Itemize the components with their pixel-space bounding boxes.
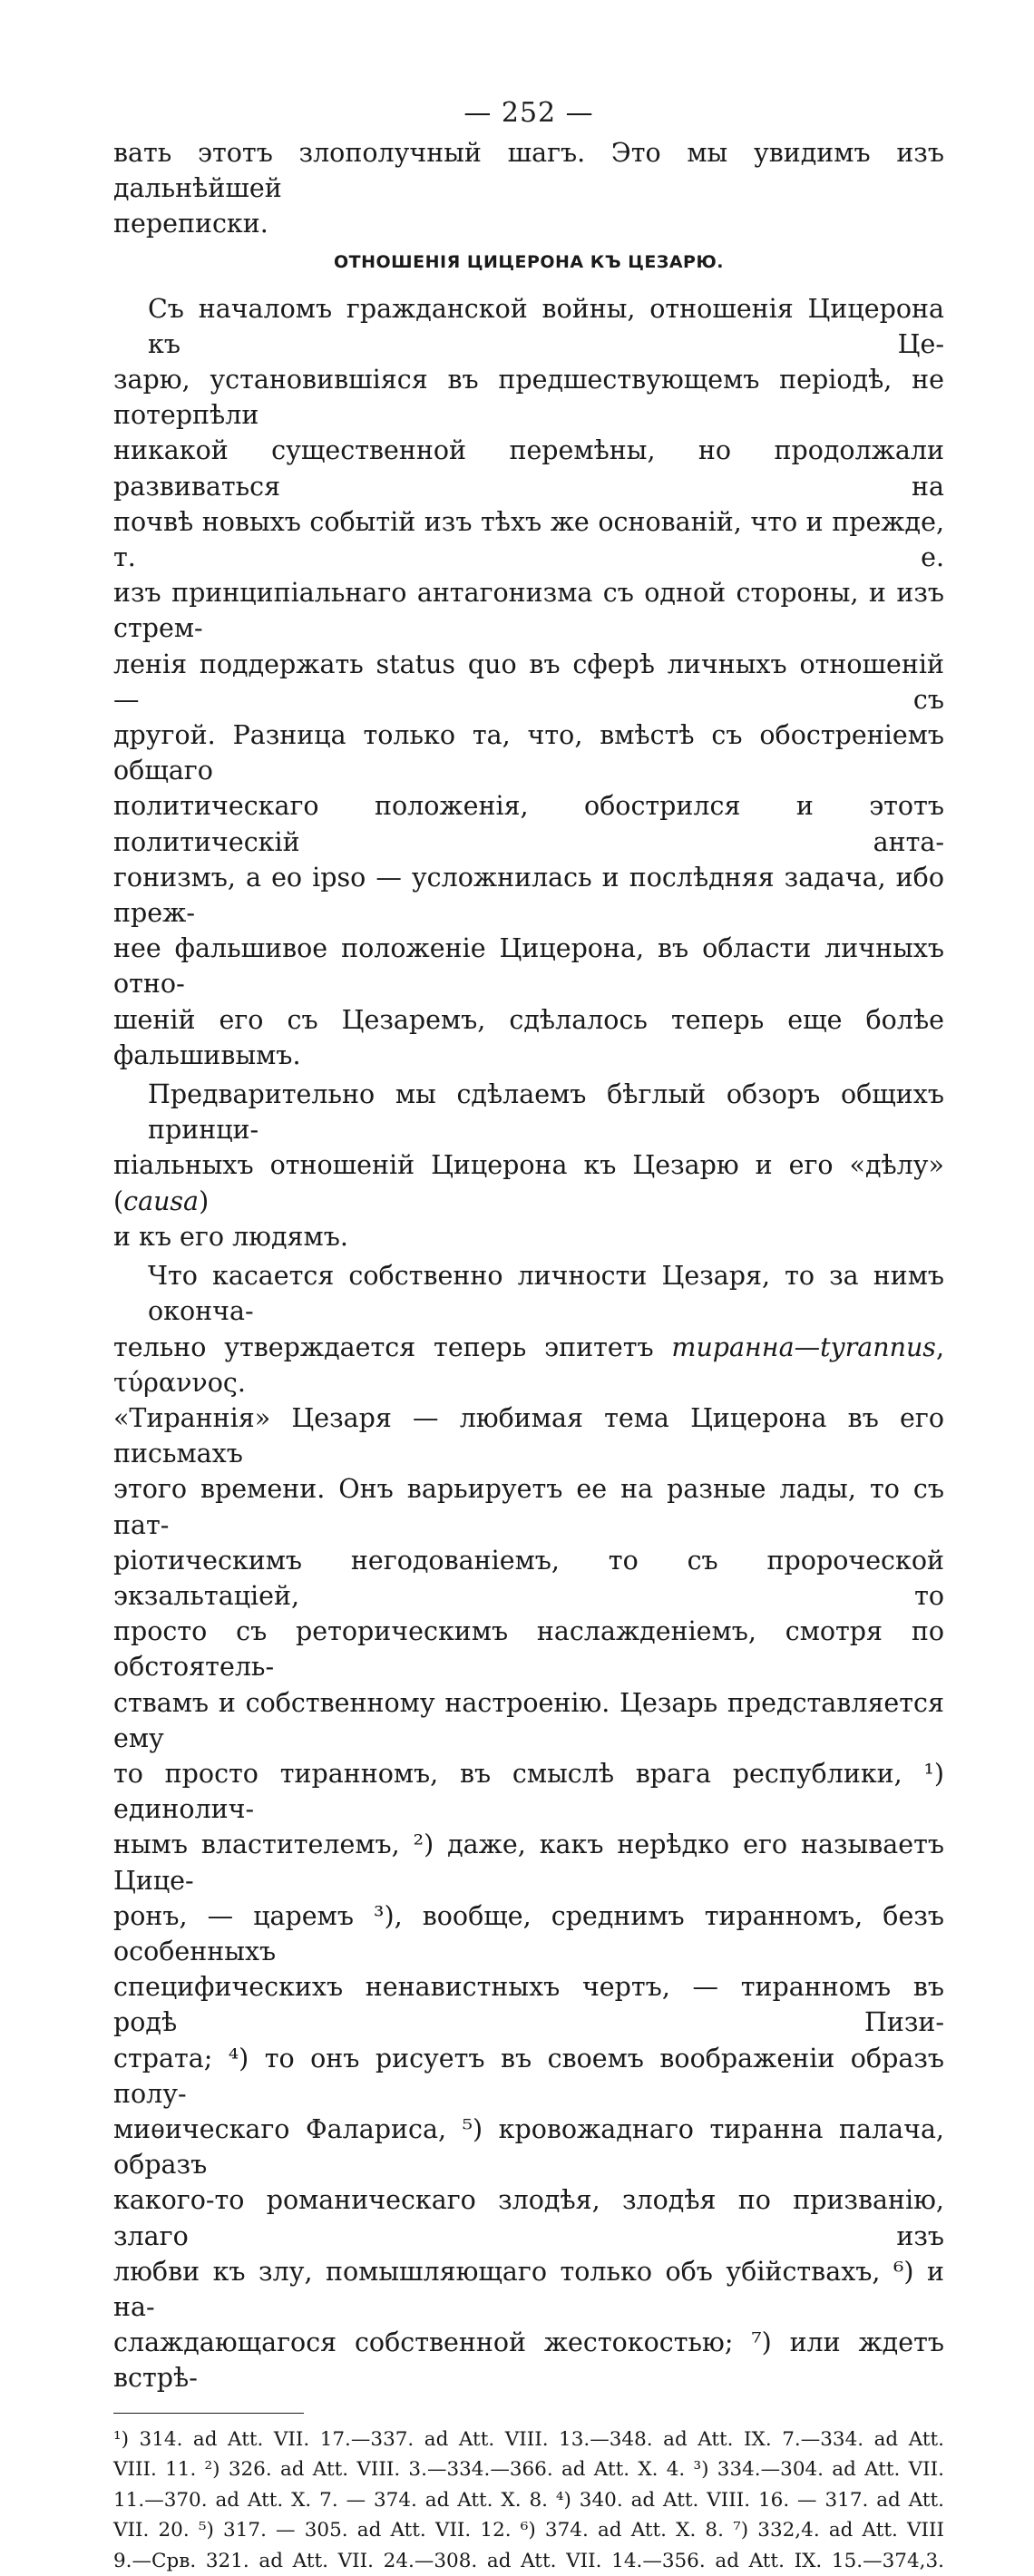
paragraph-1	[113, 291, 944, 1073]
text-line: то просто тиранномъ, въ смыслѣ врага республики, ¹) единолич-	[113, 1758, 944, 1825]
text-line: ронъ, — царемъ ³), вообще, среднимъ тиранномъ, безъ особенныхъ	[113, 1900, 944, 1966]
text-line: ствамъ и собственному настроенію. Цезарь представляется ему	[113, 1687, 944, 1753]
text-line: специфическихъ ненавистныхъ чертъ, — тиранномъ въ родѣ Пизи-	[113, 1972, 944, 2038]
paragraph-3	[113, 1258, 944, 2396]
text-line: ленія поддержать status quo въ сферѣ личныхъ отношеній — съ	[113, 649, 944, 715]
page-number: — 252 —	[463, 97, 594, 129]
footnote-line: VII. 20. ⁵) 317. — 305. ad Att. VII. 12. ⁶) 374. ad Att. X. 8. ⁷) 332,4. ad Att. VIII	[113, 2519, 944, 2542]
text-line: ріотическимъ негодованіемъ, то съ пророческой экзальтаціей, то	[113, 1545, 944, 1611]
text-line: этого времени. Онъ варьируетъ ее на разные лады, то съ пат-	[113, 1474, 944, 1540]
paragraph-2	[113, 1077, 944, 1254]
text-line: любви къ злу, помышляющаго только объ убійствахъ, ⁶) и на-	[113, 2256, 944, 2322]
text-line: почвѣ новыхъ событій изъ тѣхъ же основаній, что и прежде, т. е.	[113, 506, 944, 573]
latin-term: causa	[123, 1186, 200, 1216]
opening-paragraph	[113, 135, 944, 242]
text-line: Предварительно мы сдѣлаемъ бѣглый обзоръ общихъ принци-	[148, 1079, 944, 1146]
text-line: вать этотъ злополучный шагъ. Это мы увидимъ изъ дальнѣйшей	[113, 138, 944, 204]
book-page	[113, 95, 944, 2572]
text-line	[113, 1330, 944, 1400]
text-line: нее фальшивое положеніе Цицерона, въ области личныхъ отно-	[113, 933, 944, 1000]
text-line: и къ его людямъ.	[113, 1221, 348, 1252]
text-line: политическаго положенія, обострился и этотъ политическій анта-	[113, 791, 944, 857]
text-line: зарю, установившіяся въ предшествующемъ періодѣ, не потерпѣли	[113, 365, 944, 431]
text-fragment: тельно утверждается теперь эпитетъ	[113, 1332, 672, 1362]
text-line: Что касается собственно личности Цезаря, то за нимъ оконча-	[148, 1261, 944, 1327]
text-line: миѳическаго Фалариса, ⁵) кровожаднаго тиранна палача, образъ	[113, 2113, 944, 2181]
text-line: другой. Разница только та, что, вмѣстѣ съ обостреніемъ общаго	[113, 720, 944, 786]
text-line: нымъ властителемъ, ²) даже, какъ нерѣдко его называетъ Цице-	[113, 1830, 944, 1896]
text-line: просто съ реторическимъ наслажденіемъ, смотря по обстоятель-	[113, 1616, 944, 1683]
footnotes	[113, 2425, 944, 2576]
text-line	[113, 1147, 944, 1218]
footnote-line: 9.—Срв. 321. ad Att. VII. 24.—308. ad Att. VII. 14.—356. ad Att. IX. 15.—374,3.	[113, 2549, 944, 2572]
text-fragment: піальныхъ отношеній Цицерона къ Цезарю и его «дѣлу» (	[113, 1150, 944, 1216]
text-line: «Тираннія» Цезаря — любимая тема Цицерона въ его письмахъ	[113, 1402, 944, 1469]
text-line: Съ началомъ гражданской войны, отношенія Цицерона къ Це-	[148, 293, 944, 359]
text-line: страта; ⁴) то онъ рисуетъ въ своемъ воображеніи образъ полу-	[113, 2043, 944, 2109]
footnote-line: ¹) 314. ad Att. VII. 17.—337. ad Att. VIII. 13.—348. ad Att. IX. 7.—334. ad Att.	[113, 2427, 944, 2451]
text-fragment: )	[199, 1186, 210, 1216]
text-line: переписки.	[113, 209, 268, 239]
text-line: слаждающагося собственной жестокостью; ⁷) или ждетъ встрѣ-	[113, 2327, 944, 2394]
text-line: какого-то романическаго злодѣя, злодѣя по призванію, злаго изъ	[113, 2185, 944, 2251]
section-heading: ОТНОШЕНІЯ ЦИЦЕРОНА КЪ ЦЕЗАРЮ.	[333, 251, 724, 272]
footnote-line: 11.—370. ad Att. X. 7. — 374. ad Att. X. 8. ⁴) 340. ad Att. VIII. 16. — 317. ad Att.	[113, 2488, 944, 2512]
text-line: никакой существенной перемѣны, но продолжали развиваться на	[113, 435, 944, 502]
text-line: изъ принципіальнаго антагонизма съ одной стороны, и изъ стрем-	[113, 578, 944, 644]
text-line: шеній его съ Цезаремъ, сдѣлалось теперь еще болѣе фальшивымъ.	[113, 1004, 944, 1070]
italic-term: тиранна—tyrannus	[671, 1332, 936, 1362]
text-line: гонизмъ, а eo ipso — усложнилась и послѣдняя задача, ибо преж-	[113, 862, 944, 929]
text-fragment: , τύραννος.	[113, 1332, 944, 1398]
footnote-divider	[113, 2413, 304, 2414]
footnote-line: VIII. 11. ²) 326. ad Att. VIII. 3.—334.—366. ad Att. X. 4. ³) 334.—304. ad Att. VII.	[113, 2458, 944, 2482]
